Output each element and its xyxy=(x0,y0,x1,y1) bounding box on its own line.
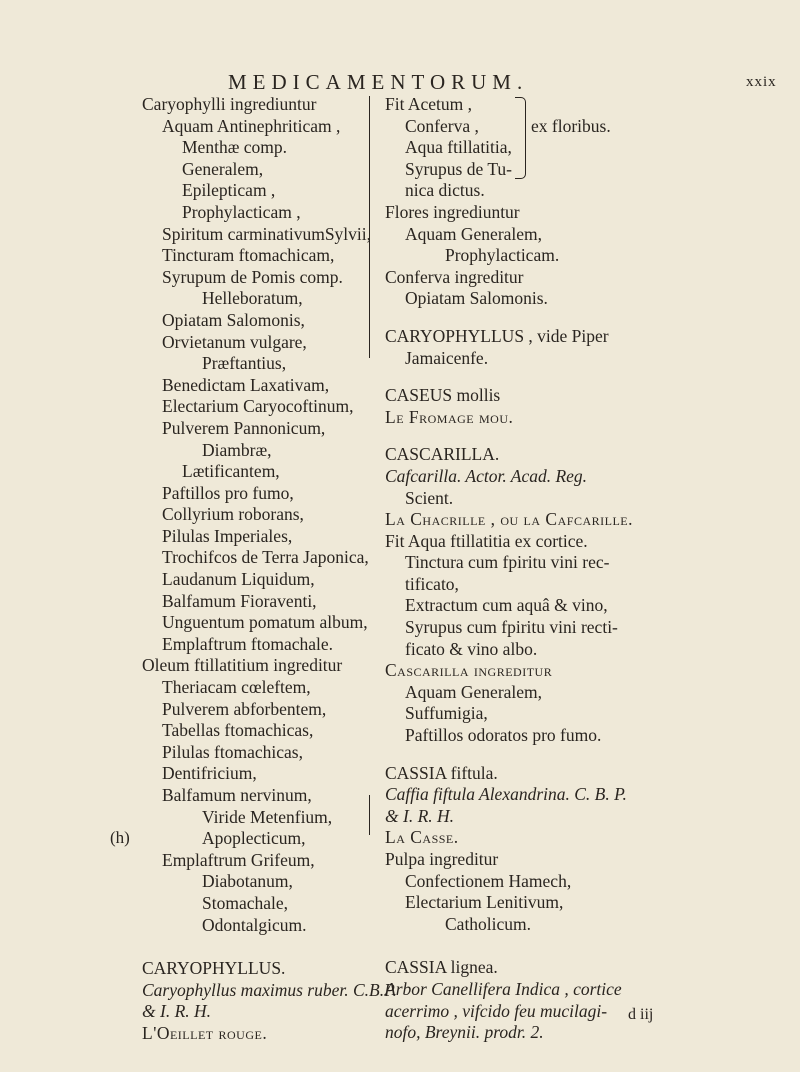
list-item: Aqua ftillatitia, xyxy=(405,137,512,158)
oleum-intro: Oleum ftillatitium ingreditur xyxy=(142,655,343,676)
list-item: Confectionem Hamech, xyxy=(405,870,572,891)
right-column xyxy=(385,94,775,1044)
list-item: Dentifricium, xyxy=(162,763,257,784)
list-item: Aquam Generalem, xyxy=(405,681,543,702)
list-item: Opiatam Salomonis, xyxy=(162,309,305,330)
list-item: Theriacam cœleftem, xyxy=(162,677,311,698)
list-item: Tinctura cum fpiritu vini rec- xyxy=(405,552,610,573)
list-item: Epilepticam , xyxy=(182,180,276,201)
cross-reference: Jamaicenfe. xyxy=(405,347,489,368)
section-heading: CASSIA fiftula. xyxy=(385,762,498,783)
list-item: Unguentum pomatum album, xyxy=(162,612,368,633)
list-item: Fit Acetum , xyxy=(385,94,473,114)
description-line: acerrimo , vifcido feu mucilagi- xyxy=(385,1000,608,1021)
list-item: Balfamum nervinum, xyxy=(162,785,312,805)
list-item: Spiritum carminativumSylvii, xyxy=(162,223,372,244)
section-heading: CASSIA lignea. xyxy=(385,957,498,978)
signature-mark: d iij xyxy=(628,1006,654,1023)
left-column xyxy=(142,94,397,1045)
list-item: tificato, xyxy=(405,573,459,594)
list-item: Conferva , xyxy=(405,115,479,136)
list-item: Benedictam Laxativam, xyxy=(162,374,330,395)
brace xyxy=(515,97,526,179)
list-item: Pilulas Imperiales, xyxy=(162,525,293,546)
list-item: Prophylacticam. xyxy=(445,245,560,266)
description-line: nofo, Breynii. prodr. 2. xyxy=(385,1022,544,1043)
cascarilla-intro: Cascarilla ingreditur xyxy=(385,660,553,681)
list-item: Fit Aqua ftillatitia ex cortice. xyxy=(385,530,588,551)
french-name: La Casse. xyxy=(385,827,459,848)
list-item: Generalem, xyxy=(182,158,264,179)
list-item: Odontalgicum. xyxy=(202,914,307,935)
header-title: MEDICAMENTORUM. xyxy=(228,70,529,94)
list-item: Catholicum. xyxy=(445,913,532,934)
list-item: Helleboratum, xyxy=(202,288,303,309)
list-item: Collyrium roborans, xyxy=(162,504,304,525)
french-name: L'Oeillet rouge. xyxy=(142,1022,268,1043)
list-item: Lætificantem, xyxy=(182,461,280,482)
french-name: La Chacrille , ou la Cafcarille. xyxy=(385,509,633,530)
list-item: Orvietanum vulgare, xyxy=(162,331,307,352)
latin-reference: Scient. xyxy=(405,487,454,508)
list-item: Aquam Generalem, xyxy=(405,223,543,244)
list-item: Stomachale, xyxy=(202,892,289,913)
list-item: Emplaftrum Grifeum, xyxy=(162,849,315,870)
margin-marker: (h) xyxy=(110,828,130,847)
list-item: Paftillos odoratos pro fumo. xyxy=(405,725,602,746)
list-item: Syrupum de Pomis comp. xyxy=(162,266,343,287)
running-header xyxy=(228,70,777,95)
caryophylli-intro: Caryophylli ingrediuntur xyxy=(142,94,317,114)
list-item: Pulverem abforbentem, xyxy=(162,698,327,719)
list-item: Electarium Lenitivum, xyxy=(405,892,564,913)
list-item: Diabotanum, xyxy=(202,871,293,892)
french-name: Le Fromage mou. xyxy=(385,406,514,427)
page-number: xxix xyxy=(746,74,777,90)
latin-reference: & I. R. H. xyxy=(385,805,455,826)
list-item: Prophylacticam , xyxy=(182,201,301,222)
list-item: Paftillos pro fumo, xyxy=(162,482,294,503)
conferva-intro: Conferva ingreditur xyxy=(385,266,524,287)
list-item: Balfamum Fioraventi, xyxy=(162,590,317,611)
section-heading: CASCARILLA. xyxy=(385,444,500,465)
list-item: Pulverem Pannonicum, xyxy=(162,417,326,438)
list-item: Apoplecticum, xyxy=(202,828,306,849)
latin-name: Cafcarilla. Actor. Acad. Reg. xyxy=(385,465,588,486)
list-item: Suffumigia, xyxy=(405,703,488,724)
list-item: Trochifcos de Terra Japonica, xyxy=(162,547,369,568)
list-item: Tabellas ftomachicas, xyxy=(162,720,314,741)
list-item: nica dictus. xyxy=(405,180,485,201)
latin-reference: & I. R. H. xyxy=(142,1001,212,1022)
list-item: Electarium Caryocoftinum, xyxy=(162,396,354,417)
flores-intro: Flores ingrediuntur xyxy=(385,201,520,222)
list-item: Tincturam ftomachicam, xyxy=(162,245,335,266)
list-item: Syrupus cum fpiritu vini recti- xyxy=(405,617,618,638)
list-item: ficato & vino albo. xyxy=(405,638,538,659)
list-item: Pilulas ftomachicas, xyxy=(162,741,303,762)
list-item: Emplaftrum ftomachale. xyxy=(162,633,334,654)
list-item: Syrupus de Tu- xyxy=(405,158,512,179)
list-item: Extractum cum aquâ & vino, xyxy=(405,595,608,616)
description-line: Arbor Canellifera Indica , cortice xyxy=(385,978,622,999)
bracket-label: ex floribus. xyxy=(531,116,611,136)
list-item: Menthæ comp. xyxy=(182,137,287,158)
latin-name: Caffia fiftula Alexandrina. C. B. P. xyxy=(385,784,627,805)
latin-name: Caryophyllus maximus ruber. C.B.P. xyxy=(142,979,397,1000)
section-heading: CARYOPHYLLUS. xyxy=(142,958,286,979)
list-item: Opiatam Salomonis. xyxy=(405,288,548,309)
list-item: Viride Metenfium, xyxy=(202,806,333,827)
section-heading: CARYOPHYLLUS , vide Piper xyxy=(385,325,609,346)
list-item: Diambræ, xyxy=(202,439,272,460)
list-item: Laudanum Liquidum, xyxy=(162,569,315,590)
section-heading: CASEUS mollis xyxy=(385,385,501,406)
list-item: Pulpa ingreditur xyxy=(385,849,499,869)
list-item: Præftantius, xyxy=(202,353,287,374)
bracket-group xyxy=(385,94,775,202)
list-item: Aquam Antinephriticam , xyxy=(162,115,341,136)
